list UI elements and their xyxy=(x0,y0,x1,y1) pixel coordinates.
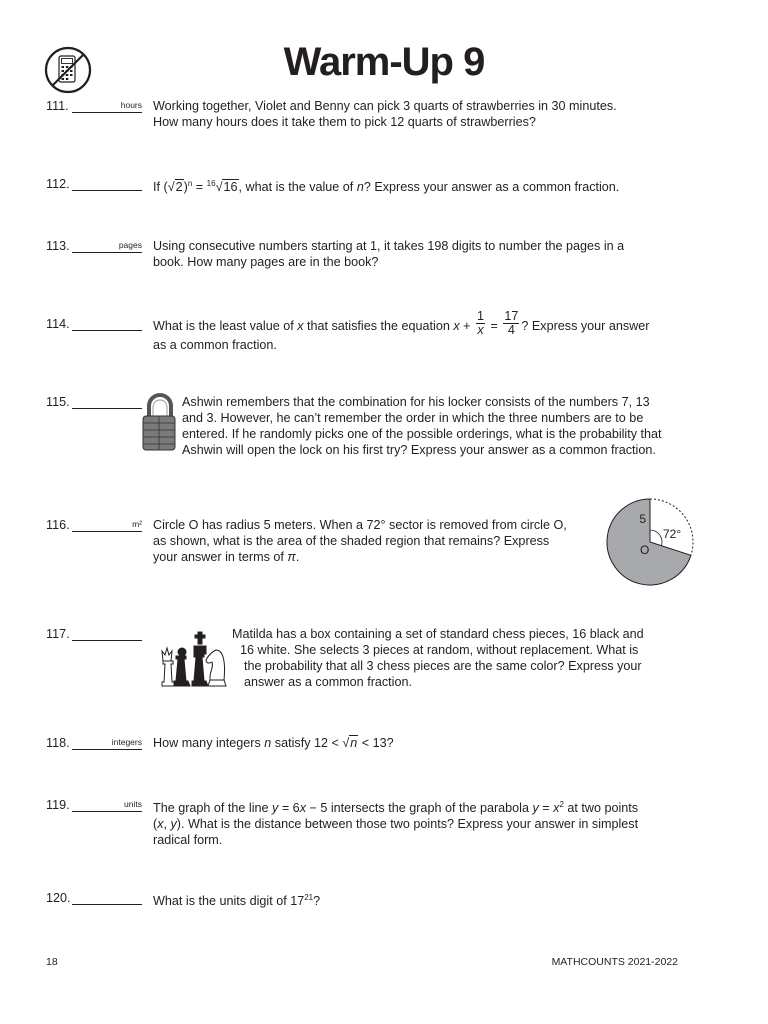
question-line: 16 white. She selects 3 pieces at random, without replacement. What is xyxy=(240,643,639,657)
root-index: 16 xyxy=(206,179,216,188)
center-label: O xyxy=(640,543,650,557)
radicand: n xyxy=(350,736,358,750)
radius-label: 5 xyxy=(639,512,646,526)
text-fragment: ? xyxy=(313,894,321,909)
question-text xyxy=(153,890,693,909)
question-line: entered. If he randomly picks one of the possible orderings, what is the probability that xyxy=(182,427,662,441)
exponent: 2 xyxy=(559,800,564,809)
angle-label: 72° xyxy=(663,527,682,541)
numerator: 1 xyxy=(476,309,484,323)
question-line: as a common fraction. xyxy=(153,338,277,352)
question-line: answer as a common fraction. xyxy=(244,675,412,689)
answer-blank[interactable]: units xyxy=(72,797,142,812)
question-line: Ashwin will open the lock on his first try? Express your answer as a common fraction. xyxy=(182,443,656,457)
text-fragment: ). What is the distance between those two points? Express your answer in simplest xyxy=(176,817,639,832)
variable: x xyxy=(553,801,560,816)
variable: y xyxy=(532,801,539,816)
question-number: 117. xyxy=(46,627,70,641)
text-fragment: = 6 xyxy=(278,801,300,816)
question-text xyxy=(182,394,702,458)
radical-sign: √ xyxy=(215,180,223,195)
question-line: and 3. However, he can’t remember the order in which the three numbers are to be xyxy=(182,411,644,425)
question-number: 111. xyxy=(46,99,69,113)
text-fragment: = xyxy=(538,801,554,816)
text-fragment: = xyxy=(487,318,502,333)
question-text xyxy=(153,309,693,353)
question-number: 119. xyxy=(46,798,70,812)
radicand: 16 xyxy=(223,180,238,195)
answer-blank[interactable] xyxy=(72,176,142,191)
answer-blank[interactable]: integers xyxy=(72,735,142,750)
question-number: 113. xyxy=(46,239,70,253)
question-line xyxy=(153,549,603,565)
answer-blank[interactable]: hours xyxy=(72,98,142,113)
question-line: Working together, Violet and Benny can pick 3 quarts of strawberries in 30 minutes. xyxy=(153,99,617,113)
question-number: 120. xyxy=(46,891,71,905)
text-fragment: The graph of the line xyxy=(153,801,273,816)
answer-blank[interactable] xyxy=(72,316,142,331)
question-line: Circle O has radius 5 meters. When a 72° sector is removed from circle O, xyxy=(153,518,567,532)
answer-blank[interactable] xyxy=(72,394,142,409)
fraction xyxy=(503,310,519,337)
question-line xyxy=(153,816,693,832)
question-text xyxy=(153,735,693,751)
variable: y xyxy=(272,801,279,816)
text-fragment: at two points xyxy=(563,801,639,816)
page-title: Warm-Up 9 xyxy=(283,40,485,84)
padlock-icon xyxy=(139,392,181,454)
variable: y xyxy=(170,817,177,832)
text-fragment: What is the least value of xyxy=(153,318,298,333)
denominator: 4 xyxy=(507,323,515,337)
question-number: 112. xyxy=(46,177,70,191)
variable: x xyxy=(157,817,164,832)
question-text xyxy=(153,98,693,130)
text-fragment: , xyxy=(163,817,171,832)
text-fragment: How many integers xyxy=(153,736,265,750)
text-fragment: What is the units digit of 17 xyxy=(153,894,305,909)
question-number: 114. xyxy=(46,317,70,331)
text-fragment: ? Express your answer as a common fraction. xyxy=(363,180,620,195)
variable: n xyxy=(264,736,272,750)
text-fragment: = xyxy=(192,180,207,195)
question-text xyxy=(153,517,603,565)
question-line: Ashwin remembers that the combination for his locker consists of the numbers 7, 13 xyxy=(182,395,650,409)
text-fragment: satisfy 12 < xyxy=(271,736,343,750)
text-fragment: ? Express your answer xyxy=(521,318,650,333)
text-fragment: If ( xyxy=(153,180,168,195)
question-line: radical form. xyxy=(153,833,223,848)
chess-pieces-icon xyxy=(154,622,230,690)
radical-sign: √ xyxy=(167,180,175,195)
question-line: How many hours does it take them to pick 12 quarts of strawberries? xyxy=(153,115,536,129)
question-line xyxy=(153,309,693,337)
text-fragment: + xyxy=(459,318,474,333)
text-fragment: ) xyxy=(183,180,188,195)
question-line: Matilda has a box containing a set of standard chess pieces, 16 black and xyxy=(232,627,644,641)
text-fragment: your answer in terms of xyxy=(153,550,288,564)
circle-sector-figure xyxy=(603,495,697,589)
question-line: Using consecutive numbers starting at 1, it takes 198 digits to number the pages in a xyxy=(153,239,625,253)
text-fragment: , what is the value of xyxy=(238,180,357,195)
text-fragment: − 5 intersects the graph of the parabola xyxy=(305,801,533,816)
radical-sign: √ xyxy=(342,736,350,750)
answer-blank[interactable] xyxy=(72,626,142,641)
answer-blank[interactable] xyxy=(72,890,142,905)
exponent: 21 xyxy=(304,893,314,902)
question-text xyxy=(153,176,693,195)
radicand: 2 xyxy=(175,180,183,195)
text-fragment: < 13? xyxy=(358,736,394,750)
question-text xyxy=(232,626,692,690)
variable: n xyxy=(356,180,364,195)
publication-name: MATHCOUNTS 2021-2022 xyxy=(551,956,678,968)
text-fragment: ( xyxy=(153,817,158,832)
text-fragment: that satisfies the equation xyxy=(303,318,454,333)
answer-blank[interactable]: m² xyxy=(72,517,142,532)
question-line: book. How many pages are in the book? xyxy=(153,255,379,269)
answer-blank[interactable]: pages xyxy=(72,238,142,253)
denominator: x xyxy=(477,323,484,337)
exponent: n xyxy=(187,179,193,188)
question-line: as shown, what is the area of the shaded region that remains? Express xyxy=(153,534,550,548)
question-line xyxy=(153,797,693,816)
question-number: 116. xyxy=(46,518,70,532)
variable: x xyxy=(453,318,460,333)
question-text xyxy=(153,797,693,848)
page-number: 18 xyxy=(46,956,58,968)
variable: x xyxy=(299,801,306,816)
fraction xyxy=(476,310,485,337)
question-text xyxy=(153,238,693,270)
question-number: 115. xyxy=(46,395,70,409)
question-line: the probability that all 3 chess pieces are the same color? Express your xyxy=(244,659,642,673)
variable: π xyxy=(287,550,296,564)
variable: x xyxy=(297,318,304,333)
question-number: 118. xyxy=(46,736,70,750)
text-fragment: . xyxy=(295,550,300,564)
numerator: 17 xyxy=(504,309,519,323)
